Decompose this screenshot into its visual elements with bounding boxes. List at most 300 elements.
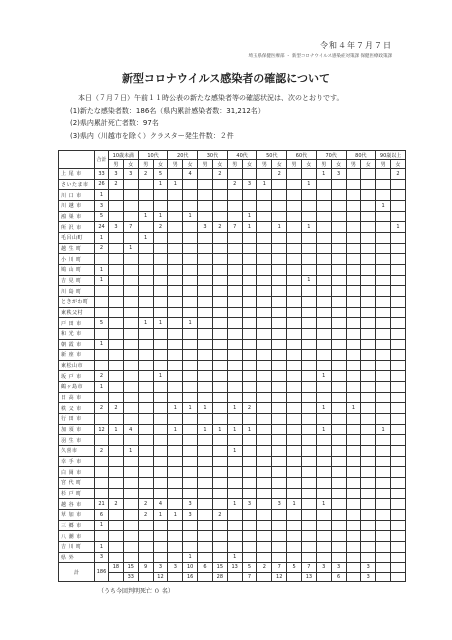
municipality-name: 東秩父村	[59, 307, 95, 318]
sum-age-cell: 12	[272, 572, 287, 581]
count-cell	[287, 179, 302, 190]
count-cell	[183, 200, 198, 211]
table-row	[59, 200, 406, 211]
count-cell	[257, 264, 272, 275]
count-cell	[242, 531, 257, 542]
count-cell	[198, 478, 213, 489]
count-cell	[376, 232, 391, 243]
count-cell	[183, 382, 198, 393]
row-total	[95, 286, 109, 297]
municipality-name: 朝 霞 市	[59, 339, 95, 350]
count-cell	[123, 403, 138, 414]
count-cell	[109, 307, 124, 318]
count-cell	[376, 531, 391, 542]
count-cell	[376, 360, 391, 371]
count-cell	[331, 510, 346, 521]
count-cell	[123, 264, 138, 275]
count-cell	[301, 510, 316, 521]
age-header: 70代	[316, 151, 346, 160]
count-cell: 3	[109, 222, 124, 233]
municipality-name: 鳩 山 町	[59, 264, 95, 275]
count-cell	[123, 541, 138, 552]
count-cell	[242, 307, 257, 318]
count-cell	[391, 541, 406, 552]
age-header: 10代	[138, 151, 168, 160]
count-cell	[183, 531, 198, 542]
table-row	[59, 403, 406, 414]
count-cell	[331, 414, 346, 425]
count-cell	[331, 275, 346, 286]
count-cell	[153, 350, 168, 361]
count-cell	[242, 169, 257, 180]
count-cell	[242, 360, 257, 371]
count-cell	[183, 488, 198, 499]
count-cell	[153, 435, 168, 446]
count-cell	[301, 339, 316, 350]
age-header: 60代	[287, 151, 317, 160]
count-cell	[183, 424, 198, 435]
cases-table	[58, 150, 406, 582]
count-cell	[376, 414, 391, 425]
count-cell	[272, 339, 287, 350]
count-cell	[138, 190, 153, 201]
count-cell	[331, 200, 346, 211]
count-cell	[153, 296, 168, 307]
male-header: 男	[287, 160, 302, 169]
count-cell	[198, 318, 213, 329]
municipality-name: 吉 川 町	[59, 541, 95, 552]
count-cell: 4	[123, 424, 138, 435]
count-cell: 1	[183, 318, 198, 329]
count-cell	[123, 467, 138, 478]
count-cell	[346, 339, 361, 350]
count-cell	[272, 435, 287, 446]
count-cell	[227, 488, 242, 499]
count-cell	[212, 414, 227, 425]
age-header: 40代	[227, 151, 257, 160]
count-cell	[109, 275, 124, 286]
count-cell	[316, 392, 331, 403]
female-header: 女	[153, 160, 168, 169]
count-cell	[227, 392, 242, 403]
count-cell: 1	[198, 403, 213, 414]
count-cell	[257, 520, 272, 531]
row-total: 1	[95, 264, 109, 275]
count-cell	[109, 541, 124, 552]
count-cell	[153, 478, 168, 489]
count-cell: 3	[272, 499, 287, 510]
release-date: 令和４年７月７日	[320, 41, 392, 50]
count-cell	[123, 232, 138, 243]
sum-age-cell	[138, 572, 153, 581]
count-cell	[361, 371, 376, 382]
count-cell	[212, 232, 227, 243]
table-row	[59, 552, 406, 563]
count-cell	[183, 467, 198, 478]
count-cell	[198, 382, 213, 393]
count-cell	[272, 264, 287, 275]
count-cell: 1	[153, 179, 168, 190]
count-cell: 1	[316, 371, 331, 382]
count-cell	[376, 296, 391, 307]
count-cell	[198, 467, 213, 478]
table-row	[59, 328, 406, 339]
row-total: 5	[95, 318, 109, 329]
count-cell	[316, 190, 331, 201]
count-cell	[212, 200, 227, 211]
row-total	[95, 296, 109, 307]
count-cell	[183, 541, 198, 552]
row-total	[95, 360, 109, 371]
count-cell	[212, 318, 227, 329]
sum-sex-cell	[391, 563, 406, 572]
row-total: 33	[95, 169, 109, 180]
female-header: 女	[391, 160, 406, 169]
count-cell	[287, 328, 302, 339]
count-cell	[242, 350, 257, 361]
count-cell: 3	[242, 179, 257, 190]
count-cell	[391, 318, 406, 329]
count-cell: 2	[138, 169, 153, 180]
count-cell	[361, 552, 376, 563]
table-row	[59, 286, 406, 297]
municipality-name: 川 越 市	[59, 200, 95, 211]
count-cell	[346, 456, 361, 467]
table-row	[59, 541, 406, 552]
count-cell	[183, 360, 198, 371]
count-cell	[109, 552, 124, 563]
count-cell	[153, 424, 168, 435]
female-header: 女	[212, 160, 227, 169]
count-cell	[287, 371, 302, 382]
count-cell	[183, 435, 198, 446]
count-cell	[391, 243, 406, 254]
count-cell	[109, 414, 124, 425]
count-cell	[316, 435, 331, 446]
count-cell	[227, 541, 242, 552]
count-cell	[227, 467, 242, 478]
female-header: 女	[123, 160, 138, 169]
count-cell: 1	[301, 179, 316, 190]
count-cell	[153, 541, 168, 552]
male-header: 男	[227, 160, 242, 169]
sum-age-cell: 12	[153, 572, 168, 581]
municipality-name: 和 光 市	[59, 328, 95, 339]
count-cell	[316, 531, 331, 542]
count-cell	[376, 179, 391, 190]
count-cell	[346, 424, 361, 435]
age-header: 80代	[346, 151, 376, 160]
count-cell: 3	[198, 222, 213, 233]
count-cell	[109, 296, 124, 307]
sum-sex-cell: 9	[138, 563, 153, 572]
count-cell	[361, 264, 376, 275]
count-cell	[287, 222, 302, 233]
count-cell	[198, 296, 213, 307]
count-cell	[316, 414, 331, 425]
count-cell	[361, 446, 376, 457]
count-cell	[212, 446, 227, 457]
count-cell	[301, 254, 316, 265]
count-cell	[391, 424, 406, 435]
count-cell	[301, 478, 316, 489]
count-cell	[227, 307, 242, 318]
count-cell	[287, 520, 302, 531]
count-cell	[109, 520, 124, 531]
municipality-name: 坂 戸 市	[59, 371, 95, 382]
count-cell	[376, 478, 391, 489]
count-cell	[272, 307, 287, 318]
count-cell	[212, 360, 227, 371]
count-cell	[301, 264, 316, 275]
count-cell	[346, 296, 361, 307]
count-cell	[242, 446, 257, 457]
row-total	[95, 328, 109, 339]
count-cell	[331, 264, 346, 275]
count-cell	[153, 531, 168, 542]
count-cell	[376, 264, 391, 275]
count-cell	[212, 275, 227, 286]
count-cell	[212, 382, 227, 393]
count-cell	[123, 328, 138, 339]
count-cell	[316, 286, 331, 297]
count-cell	[301, 424, 316, 435]
row-total	[95, 414, 109, 425]
count-cell	[287, 296, 302, 307]
age-header: 90歳以上	[376, 151, 406, 160]
count-cell	[257, 552, 272, 563]
sum-sex-cell: 5	[287, 563, 302, 572]
sum-sex-cell: 6	[198, 563, 213, 572]
count-cell	[242, 232, 257, 243]
sum-sex-cell: 15	[212, 563, 227, 572]
sum-age-cell	[391, 572, 406, 581]
count-cell	[257, 499, 272, 510]
count-cell	[168, 456, 183, 467]
count-cell	[316, 456, 331, 467]
count-cell	[287, 510, 302, 521]
count-cell	[123, 286, 138, 297]
count-cell	[376, 488, 391, 499]
sum-age-cell	[227, 572, 242, 581]
count-cell	[301, 382, 316, 393]
count-cell: 1	[227, 424, 242, 435]
count-cell	[212, 435, 227, 446]
count-cell	[198, 243, 213, 254]
count-cell: 1	[316, 424, 331, 435]
table-row	[59, 392, 406, 403]
count-cell	[168, 541, 183, 552]
sum-age-row	[59, 572, 406, 581]
count-cell	[257, 392, 272, 403]
count-cell	[391, 190, 406, 201]
count-cell	[123, 339, 138, 350]
count-cell	[361, 286, 376, 297]
count-cell	[361, 467, 376, 478]
count-cell	[361, 382, 376, 393]
female-header: 女	[242, 160, 257, 169]
count-cell	[212, 307, 227, 318]
count-cell	[109, 190, 124, 201]
count-cell	[346, 499, 361, 510]
count-cell	[109, 232, 124, 243]
count-cell: 3	[242, 499, 257, 510]
count-cell	[257, 403, 272, 414]
count-cell	[331, 488, 346, 499]
count-cell	[242, 392, 257, 403]
count-cell	[391, 360, 406, 371]
count-cell	[138, 254, 153, 265]
count-cell	[198, 264, 213, 275]
count-cell	[242, 328, 257, 339]
count-cell	[331, 350, 346, 361]
count-cell: 1	[227, 499, 242, 510]
count-cell	[183, 350, 198, 361]
count-cell	[123, 392, 138, 403]
count-cell	[227, 478, 242, 489]
table-row	[59, 499, 406, 510]
municipality-name: 日 高 市	[59, 392, 95, 403]
count-cell	[138, 328, 153, 339]
count-cell	[301, 211, 316, 222]
municipality-name: 宮 代 町	[59, 478, 95, 489]
count-cell	[391, 286, 406, 297]
count-cell	[212, 179, 227, 190]
count-cell: 1	[153, 371, 168, 382]
count-cell	[242, 456, 257, 467]
count-cell	[198, 552, 213, 563]
count-cell	[242, 520, 257, 531]
row-total: 2	[95, 243, 109, 254]
count-cell	[257, 456, 272, 467]
sex-header-row	[59, 160, 406, 169]
table-row	[59, 275, 406, 286]
row-total: 2	[95, 446, 109, 457]
count-cell	[361, 478, 376, 489]
male-header: 男	[109, 160, 124, 169]
municipality-name: 三 郷 市	[59, 520, 95, 531]
count-cell	[346, 371, 361, 382]
count-cell	[212, 403, 227, 414]
count-cell	[346, 275, 361, 286]
municipality-name: 東松山市	[59, 360, 95, 371]
count-cell	[376, 435, 391, 446]
count-cell	[168, 531, 183, 542]
municipality-name: 上 尾 市	[59, 169, 95, 180]
municipality-name: 加 須 市	[59, 424, 95, 435]
count-cell	[168, 169, 183, 180]
count-cell	[227, 275, 242, 286]
count-cell	[376, 541, 391, 552]
count-cell	[138, 339, 153, 350]
male-header: 男	[376, 160, 391, 169]
count-cell: 2	[227, 179, 242, 190]
count-cell	[301, 360, 316, 371]
count-cell	[227, 318, 242, 329]
count-cell	[198, 520, 213, 531]
count-cell	[316, 467, 331, 478]
total-header: 合計	[95, 151, 109, 169]
count-cell	[331, 456, 346, 467]
count-cell	[257, 190, 272, 201]
municipality-name: 行 田 市	[59, 414, 95, 425]
count-cell	[183, 190, 198, 201]
table-row	[59, 467, 406, 478]
count-cell	[227, 435, 242, 446]
count-cell	[301, 499, 316, 510]
count-cell	[331, 296, 346, 307]
count-cell	[183, 179, 198, 190]
count-cell	[316, 520, 331, 531]
count-cell: 1	[391, 222, 406, 233]
count-cell	[301, 307, 316, 318]
count-cell	[287, 446, 302, 457]
count-cell	[346, 222, 361, 233]
count-cell	[272, 467, 287, 478]
sum-sex-cell: 15	[123, 563, 138, 572]
intro-deaths: (2)県内累計死亡者数：97名	[70, 119, 159, 127]
count-cell	[109, 243, 124, 254]
count-cell	[346, 382, 361, 393]
count-cell	[109, 360, 124, 371]
count-cell	[212, 456, 227, 467]
count-cell	[109, 467, 124, 478]
row-total	[95, 350, 109, 361]
count-cell	[272, 254, 287, 265]
count-cell	[168, 499, 183, 510]
count-cell	[198, 169, 213, 180]
count-cell: 1	[123, 243, 138, 254]
count-cell	[198, 179, 213, 190]
count-cell	[242, 488, 257, 499]
count-cell	[109, 488, 124, 499]
row-total	[95, 456, 109, 467]
count-cell	[257, 382, 272, 393]
count-cell: 1	[272, 222, 287, 233]
count-cell	[376, 467, 391, 478]
table-row	[59, 179, 406, 190]
count-cell	[346, 541, 361, 552]
municipality-name: 羽 生 市	[59, 435, 95, 446]
count-cell	[346, 414, 361, 425]
count-cell	[376, 350, 391, 361]
count-cell: 1	[212, 424, 227, 435]
count-cell: 1	[227, 552, 242, 563]
count-cell	[168, 275, 183, 286]
municipality-name: 戸 田 市	[59, 318, 95, 329]
municipality-name: 杉 戸 町	[59, 488, 95, 499]
count-cell	[346, 179, 361, 190]
count-cell	[198, 232, 213, 243]
count-cell	[287, 318, 302, 329]
count-cell	[301, 392, 316, 403]
sum-sex-cell: 7	[301, 563, 316, 572]
count-cell	[257, 232, 272, 243]
count-cell: 1	[242, 424, 257, 435]
count-cell	[272, 520, 287, 531]
count-cell	[138, 541, 153, 552]
count-cell: 1	[109, 424, 124, 435]
count-cell	[316, 264, 331, 275]
count-cell	[168, 286, 183, 297]
row-total: 3	[95, 200, 109, 211]
count-cell	[272, 456, 287, 467]
count-cell	[316, 339, 331, 350]
count-cell	[212, 392, 227, 403]
row-total	[95, 531, 109, 542]
count-cell	[287, 435, 302, 446]
count-cell	[361, 392, 376, 403]
